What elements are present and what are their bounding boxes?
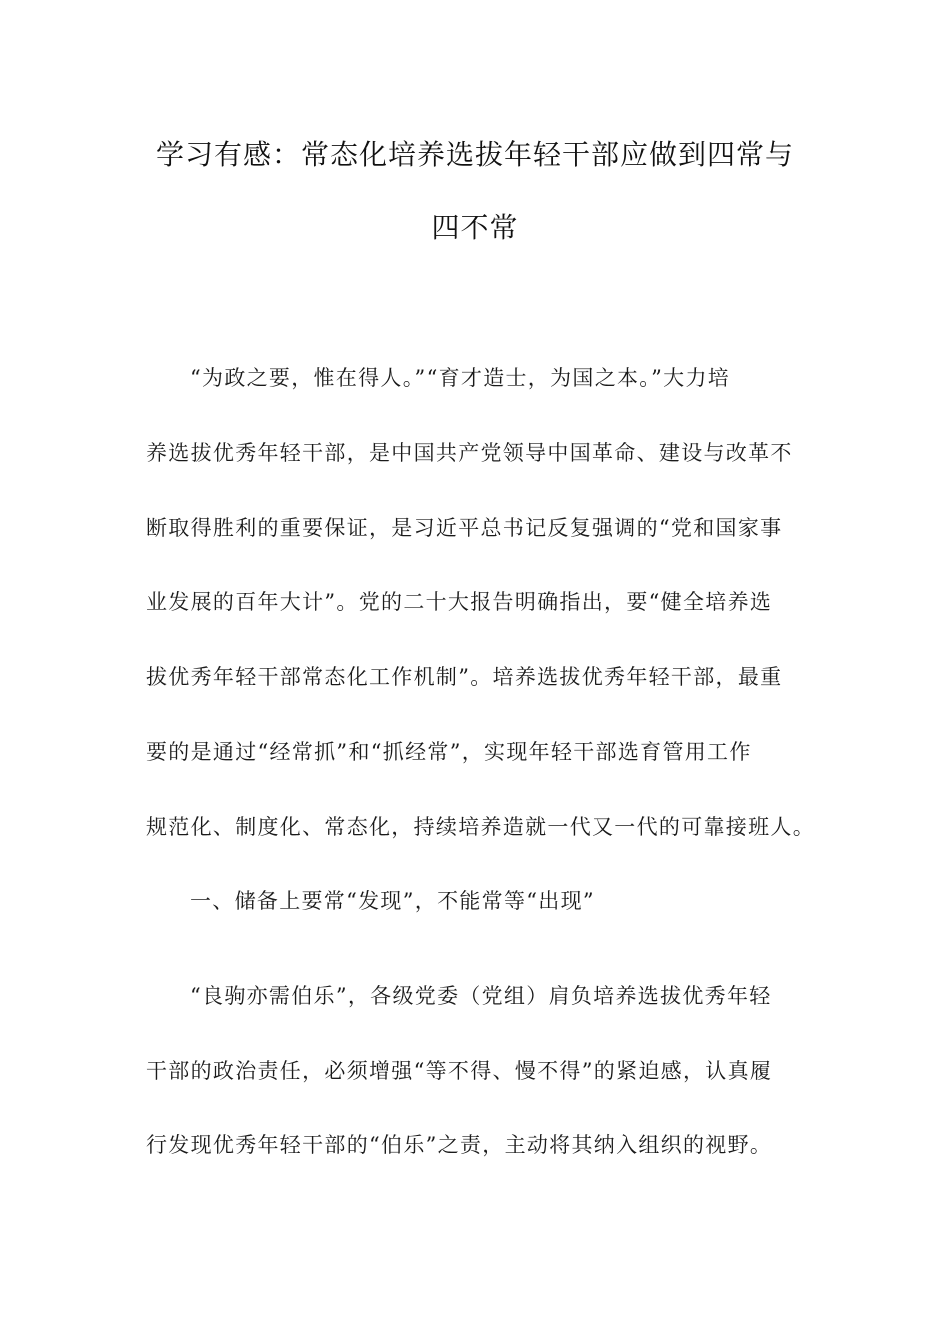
- paragraph-1-line-6: 要的是通过“经常抓”和“抓经常”，实现年轻干部选育管用工作: [146, 740, 752, 764]
- paragraph-1-line-1: “为政之要，惟在得人。”“育才造士，为国之本。”大力培: [190, 366, 731, 390]
- document-title-line-1: 学习有感：常态化培养选拔年轻干部应做到四常与: [155, 138, 794, 171]
- paragraph-1-line-5: 拔优秀年轻干部常态化工作机制”。培养选拔优秀年轻干部，最重: [146, 665, 783, 689]
- paragraph-2-line-2: 干部的政治责任，必须增强“等不得、慢不得”的紧迫感，认真履: [146, 1059, 773, 1083]
- paragraph-1-line-3: 断取得胜利的重要保证，是习近平总书记反复强调的“党和国家事: [146, 516, 783, 540]
- document-title-line-2: 四不常: [431, 211, 519, 244]
- section-heading-1: 一、储备上要常“发现”，不能常等“出现”: [190, 889, 595, 913]
- paragraph-2-line-1: “良驹亦需伯乐”，各级党委（党组）肩负培养选拔优秀年轻: [190, 984, 772, 1008]
- paragraph-1-line-7: 规范化、制度化、常态化，持续培养造就一代又一代的可靠接班人。: [146, 815, 815, 839]
- paragraph-1-line-2: 养选拔优秀年轻干部，是中国共产党领导中国革命、建设与改革不: [146, 441, 793, 465]
- paragraph-1-line-4: 业发展的百年大计”。党的二十大报告明确指出，要“健全培养选: [146, 590, 773, 614]
- paragraph-2-line-3: 行发现优秀年轻干部的“伯乐”之责，主动将其纳入组织的视野。: [146, 1133, 773, 1157]
